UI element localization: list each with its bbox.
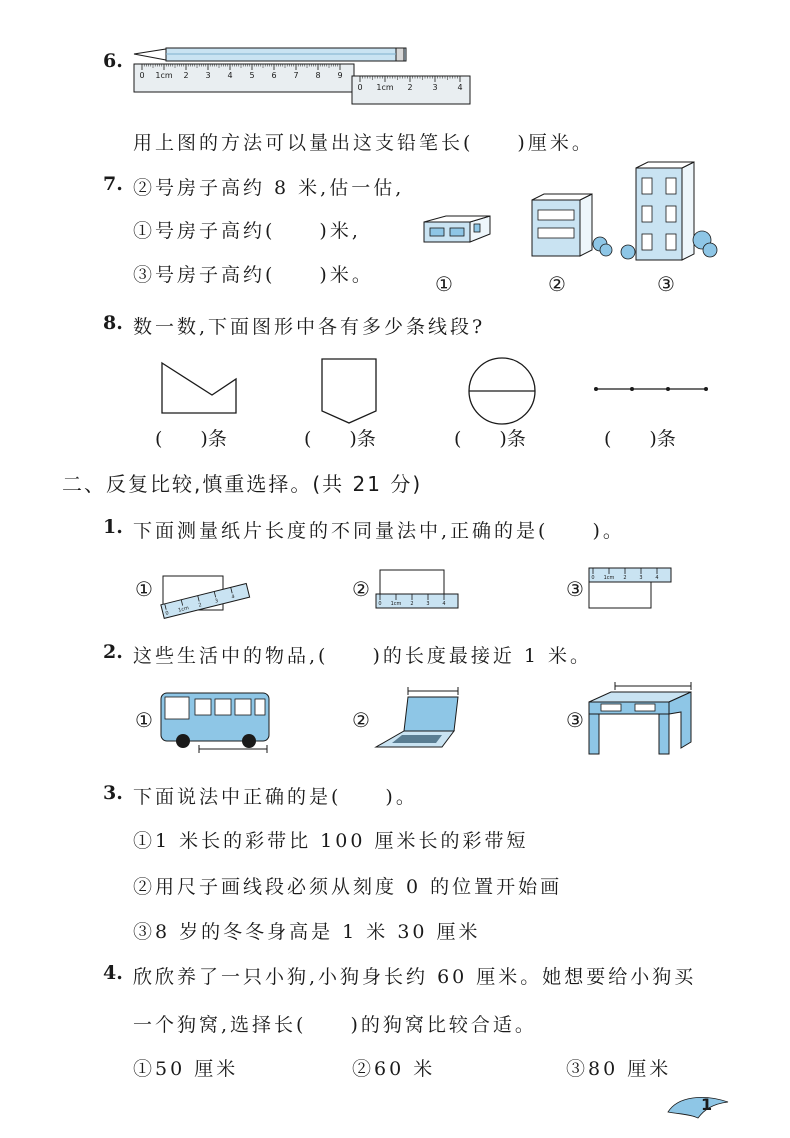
pencil-icon bbox=[134, 48, 406, 61]
ruler-tick-label: 3 bbox=[639, 575, 643, 581]
q8-answer-1[interactable]: ( )条 bbox=[155, 428, 227, 450]
q7-number: 7. bbox=[103, 173, 123, 195]
page-number: 1 bbox=[701, 1095, 713, 1114]
q8-answer-4[interactable]: ( )条 bbox=[604, 428, 676, 450]
c1-number: 1. bbox=[103, 516, 123, 538]
ruler-tick-label: 1cm bbox=[177, 605, 190, 614]
q7-line1: ②号房子高约 8 米,估一估, bbox=[133, 177, 405, 199]
desk-icon bbox=[585, 682, 695, 762]
ruler-tick-label: 3 bbox=[426, 601, 430, 607]
ruler-tick-label: 4 bbox=[230, 593, 236, 601]
pencil-ruler-diagram bbox=[130, 40, 480, 106]
long-ruler bbox=[134, 64, 354, 92]
ruler-tick-label: 7 bbox=[293, 71, 299, 80]
ruler-tick-label: 0 bbox=[139, 71, 145, 80]
ruler-tick-label: 8 bbox=[315, 71, 321, 80]
c3-option-1[interactable]: ①1 米长的彩带比 100 厘米长的彩带短 bbox=[133, 830, 529, 852]
ruler-tick-label: 1cm bbox=[603, 575, 615, 581]
c2-question: 这些生活中的物品,( )的长度最接近 1 米。 bbox=[133, 645, 593, 667]
c1-option-2[interactable]: ② bbox=[352, 577, 370, 601]
ruler-tick-label: 4 bbox=[457, 83, 463, 92]
ruler-tick-label: 3 bbox=[214, 597, 219, 605]
ruler-tick-label: 0 bbox=[357, 83, 363, 92]
c1-option-3[interactable]: ③ bbox=[566, 577, 584, 601]
ruler-tick-label: 2 bbox=[623, 575, 627, 581]
pentagon-shape bbox=[322, 359, 376, 423]
ruler-tick-label: 0 bbox=[378, 601, 382, 607]
ruler-tick-label: 3 bbox=[432, 83, 438, 92]
c4-line1: 欣欣养了一只小狗,小狗身长约 60 厘米。她想要给小狗买 bbox=[133, 966, 697, 988]
c4-option-3[interactable]: ③80 厘米 bbox=[566, 1058, 672, 1080]
short-ruler bbox=[352, 76, 470, 104]
c1-question: 下面测量纸片长度的不同量法中,正确的是( )。 bbox=[133, 520, 625, 542]
ruler-tick-label: 6 bbox=[271, 71, 277, 80]
ruler-tick-label: 1cm bbox=[390, 601, 402, 607]
ruler-tick-label: 0 bbox=[591, 575, 595, 581]
c4-option-1[interactable]: ①50 厘米 bbox=[133, 1058, 239, 1080]
c3-number: 3. bbox=[103, 782, 123, 804]
ruler-tick-label: 4 bbox=[655, 575, 659, 581]
house-3-icon bbox=[621, 162, 717, 260]
ruler-tick-label: 4 bbox=[442, 601, 446, 607]
ruler-tick-label: 9 bbox=[337, 71, 343, 80]
ruler-tick-label: 2 bbox=[410, 601, 414, 607]
measure-option-3 bbox=[585, 564, 675, 614]
circle-diameter-shape bbox=[469, 358, 535, 424]
c2-option-2[interactable]: ② bbox=[352, 708, 370, 732]
house-label-1: ① bbox=[435, 272, 453, 296]
q7-line2: ①号房子高约( )米, bbox=[133, 220, 361, 242]
q7-line3: ③号房子高约( )米。 bbox=[133, 264, 374, 286]
bus-icon bbox=[155, 685, 275, 755]
q8-answer-2[interactable]: ( )条 bbox=[304, 428, 376, 450]
house-label-3: ③ bbox=[657, 272, 675, 296]
v-notch-shape bbox=[162, 363, 236, 413]
q8-question: 数一数,下面图形中各有多少条线段? bbox=[133, 316, 486, 338]
measure-option-2 bbox=[372, 566, 462, 616]
c2-number: 2. bbox=[103, 641, 123, 663]
section-2-title: 二、反复比较,慎重选择。(共 21 分) bbox=[62, 472, 423, 496]
page-number-badge bbox=[664, 1092, 734, 1122]
ruler-tick-label: 2 bbox=[183, 71, 189, 80]
c4-line2: 一个狗窝,选择长( )的狗窝比较合适。 bbox=[133, 1014, 537, 1036]
q8-number: 8. bbox=[103, 312, 123, 334]
dotted-segment-line bbox=[594, 387, 708, 391]
ruler-tick-label: 2 bbox=[407, 83, 413, 92]
ruler-tick-label: 1cm bbox=[376, 83, 394, 92]
houses-illustration bbox=[410, 160, 730, 270]
q6-question: 用上图的方法可以量出这支铅笔长( )厘米。 bbox=[133, 132, 594, 154]
ruler-tick-label: 3 bbox=[205, 71, 211, 80]
c3-option-2[interactable]: ②用尺子画线段必须从刻度 0 的位置开始画 bbox=[133, 876, 563, 898]
c4-number: 4. bbox=[103, 962, 123, 984]
ruler-tick-label: 1cm bbox=[155, 71, 173, 80]
q6-number: 6. bbox=[103, 50, 123, 72]
ruler-tick-label: 2 bbox=[197, 602, 203, 609]
c2-option-1[interactable]: ① bbox=[135, 708, 153, 732]
segment-shapes bbox=[150, 355, 720, 425]
ruler-tick-label: 4 bbox=[227, 71, 233, 80]
measure-option-1 bbox=[155, 570, 255, 620]
c2-option-3[interactable]: ③ bbox=[566, 708, 584, 732]
c3-question: 下面说法中正确的是( )。 bbox=[133, 786, 418, 808]
ruler-tick-label: 0 bbox=[164, 610, 170, 617]
laptop-icon bbox=[372, 685, 472, 755]
ruler-tick-label: 5 bbox=[249, 71, 255, 80]
q8-answer-3[interactable]: ( )条 bbox=[454, 428, 526, 450]
c1-option-1[interactable]: ① bbox=[135, 577, 153, 601]
c3-option-3[interactable]: ③8 岁的冬冬身高是 1 米 30 厘米 bbox=[133, 921, 481, 943]
house-label-2: ② bbox=[548, 272, 566, 296]
house-2-icon bbox=[532, 194, 612, 256]
house-1-icon bbox=[424, 216, 490, 242]
c4-option-2[interactable]: ②60 米 bbox=[352, 1058, 436, 1080]
